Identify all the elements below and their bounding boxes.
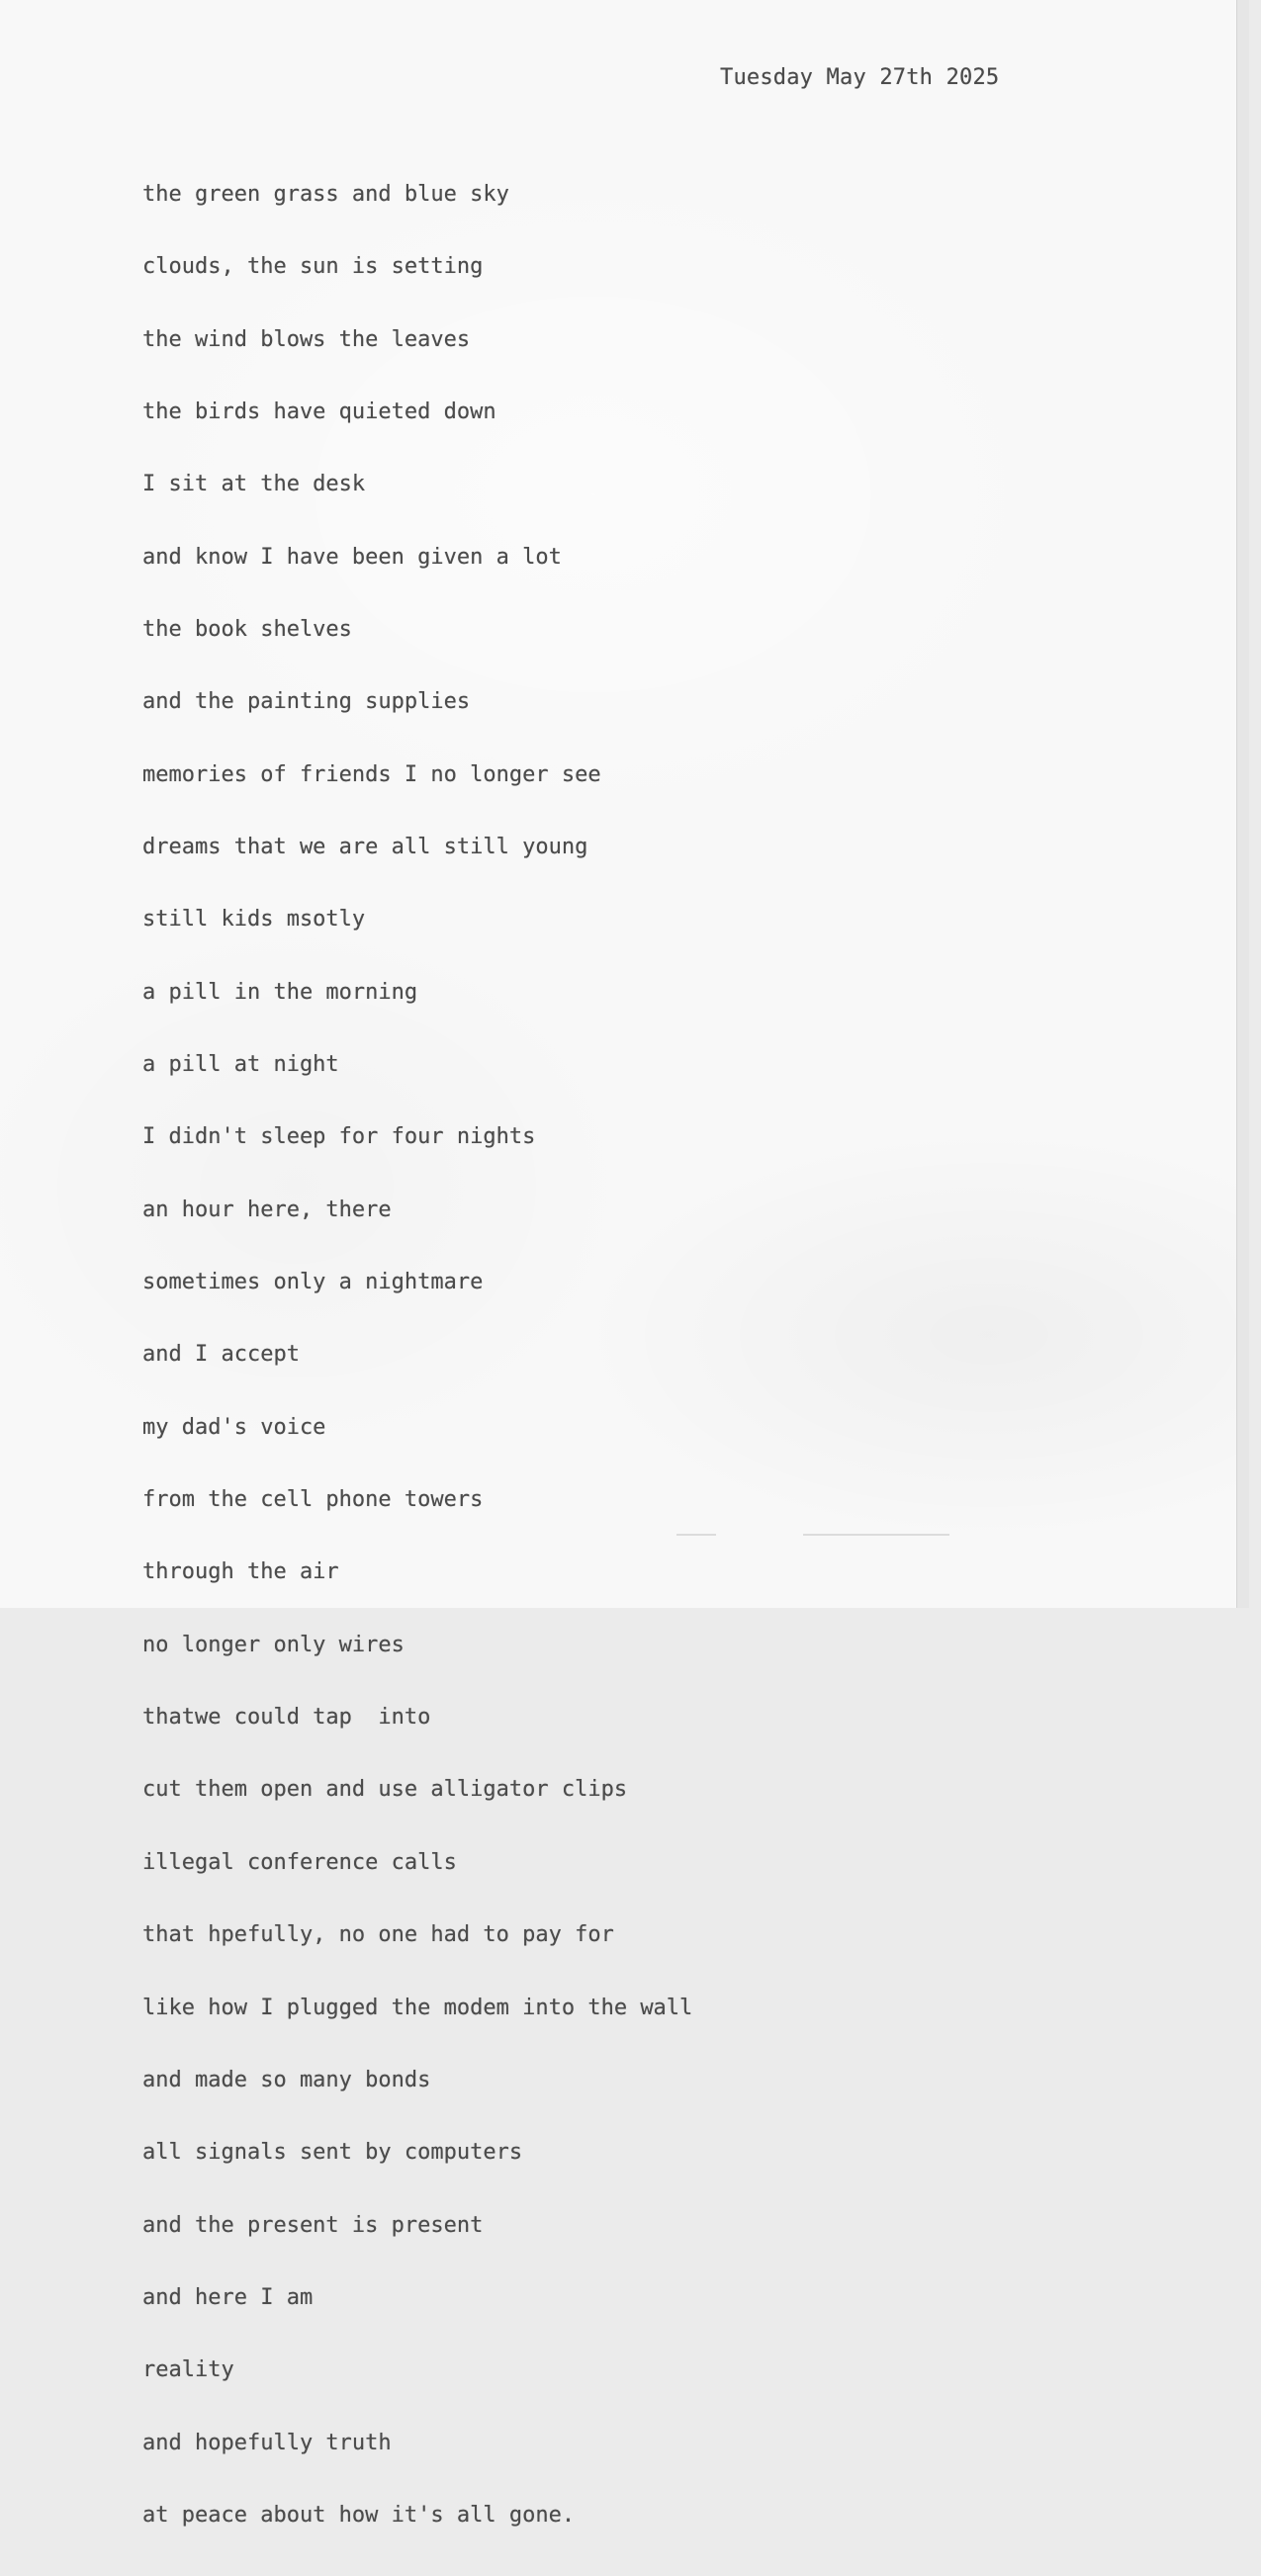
poem-line: reality [142, 2357, 234, 2383]
poem-line: my dad's voice [142, 1414, 326, 1440]
poem-line: a pill in the morning [142, 979, 418, 1005]
poem-line: a pill at night [142, 1052, 339, 1078]
poem-line: and the painting supplies [142, 689, 471, 715]
paper-edge [1236, 0, 1249, 1608]
poem-line: memories of friends I no longer see [142, 761, 601, 787]
poem-line: from the cell phone towers [142, 1487, 484, 1513]
poem-line: dreams that we are all still young [142, 835, 588, 859]
poem-line: and made so many bonds [142, 2067, 431, 2092]
poem-body [142, 134, 692, 2576]
poem-line: no longer only wires [142, 1632, 405, 1657]
poem-line: that hpefully, no one had to pay for [142, 1922, 614, 1948]
poem-line: all signals sent by computers [142, 2140, 523, 2166]
poem-line: the wind blows the leaves [142, 326, 471, 352]
poem-line: and know I have been given a lot [142, 544, 562, 570]
poem-line: the book shelves [142, 616, 352, 642]
poem-line: at peace about how it's all gone. [142, 2502, 576, 2528]
poem-line: through the air [142, 1559, 339, 1585]
poem-line: illegal conference calls [142, 1849, 457, 1875]
page-date: Tuesday May 27th 2025 [720, 65, 1000, 90]
poem-line: clouds, the sun is setting [142, 254, 484, 280]
poem-line: sometimes only a nightmare [142, 1270, 484, 1295]
poem-line: and the present is present [142, 2212, 484, 2238]
paper-smudge [676, 1534, 716, 1536]
poem-line: still kids msotly [142, 907, 366, 933]
poem-line: and hopefully truth [142, 2430, 392, 2455]
poem-line: thatwe could tap into [142, 1705, 431, 1731]
poem-line: cut them open and use alligator clips [142, 1777, 628, 1803]
poem-line: I sit at the desk [142, 472, 366, 497]
poem-line: and I accept [142, 1342, 300, 1368]
poem-line: an hour here, there [142, 1197, 392, 1222]
poem-line: the birds have quieted down [142, 399, 496, 424]
paper-smudge [803, 1534, 949, 1536]
poem-line: and here I am [142, 2284, 314, 2310]
poem-line: like how I plugged the modem into the wall [142, 1995, 693, 2020]
poem-line: I didn't sleep for four nights [142, 1124, 536, 1150]
poem-line: the green grass and blue sky [142, 181, 509, 207]
